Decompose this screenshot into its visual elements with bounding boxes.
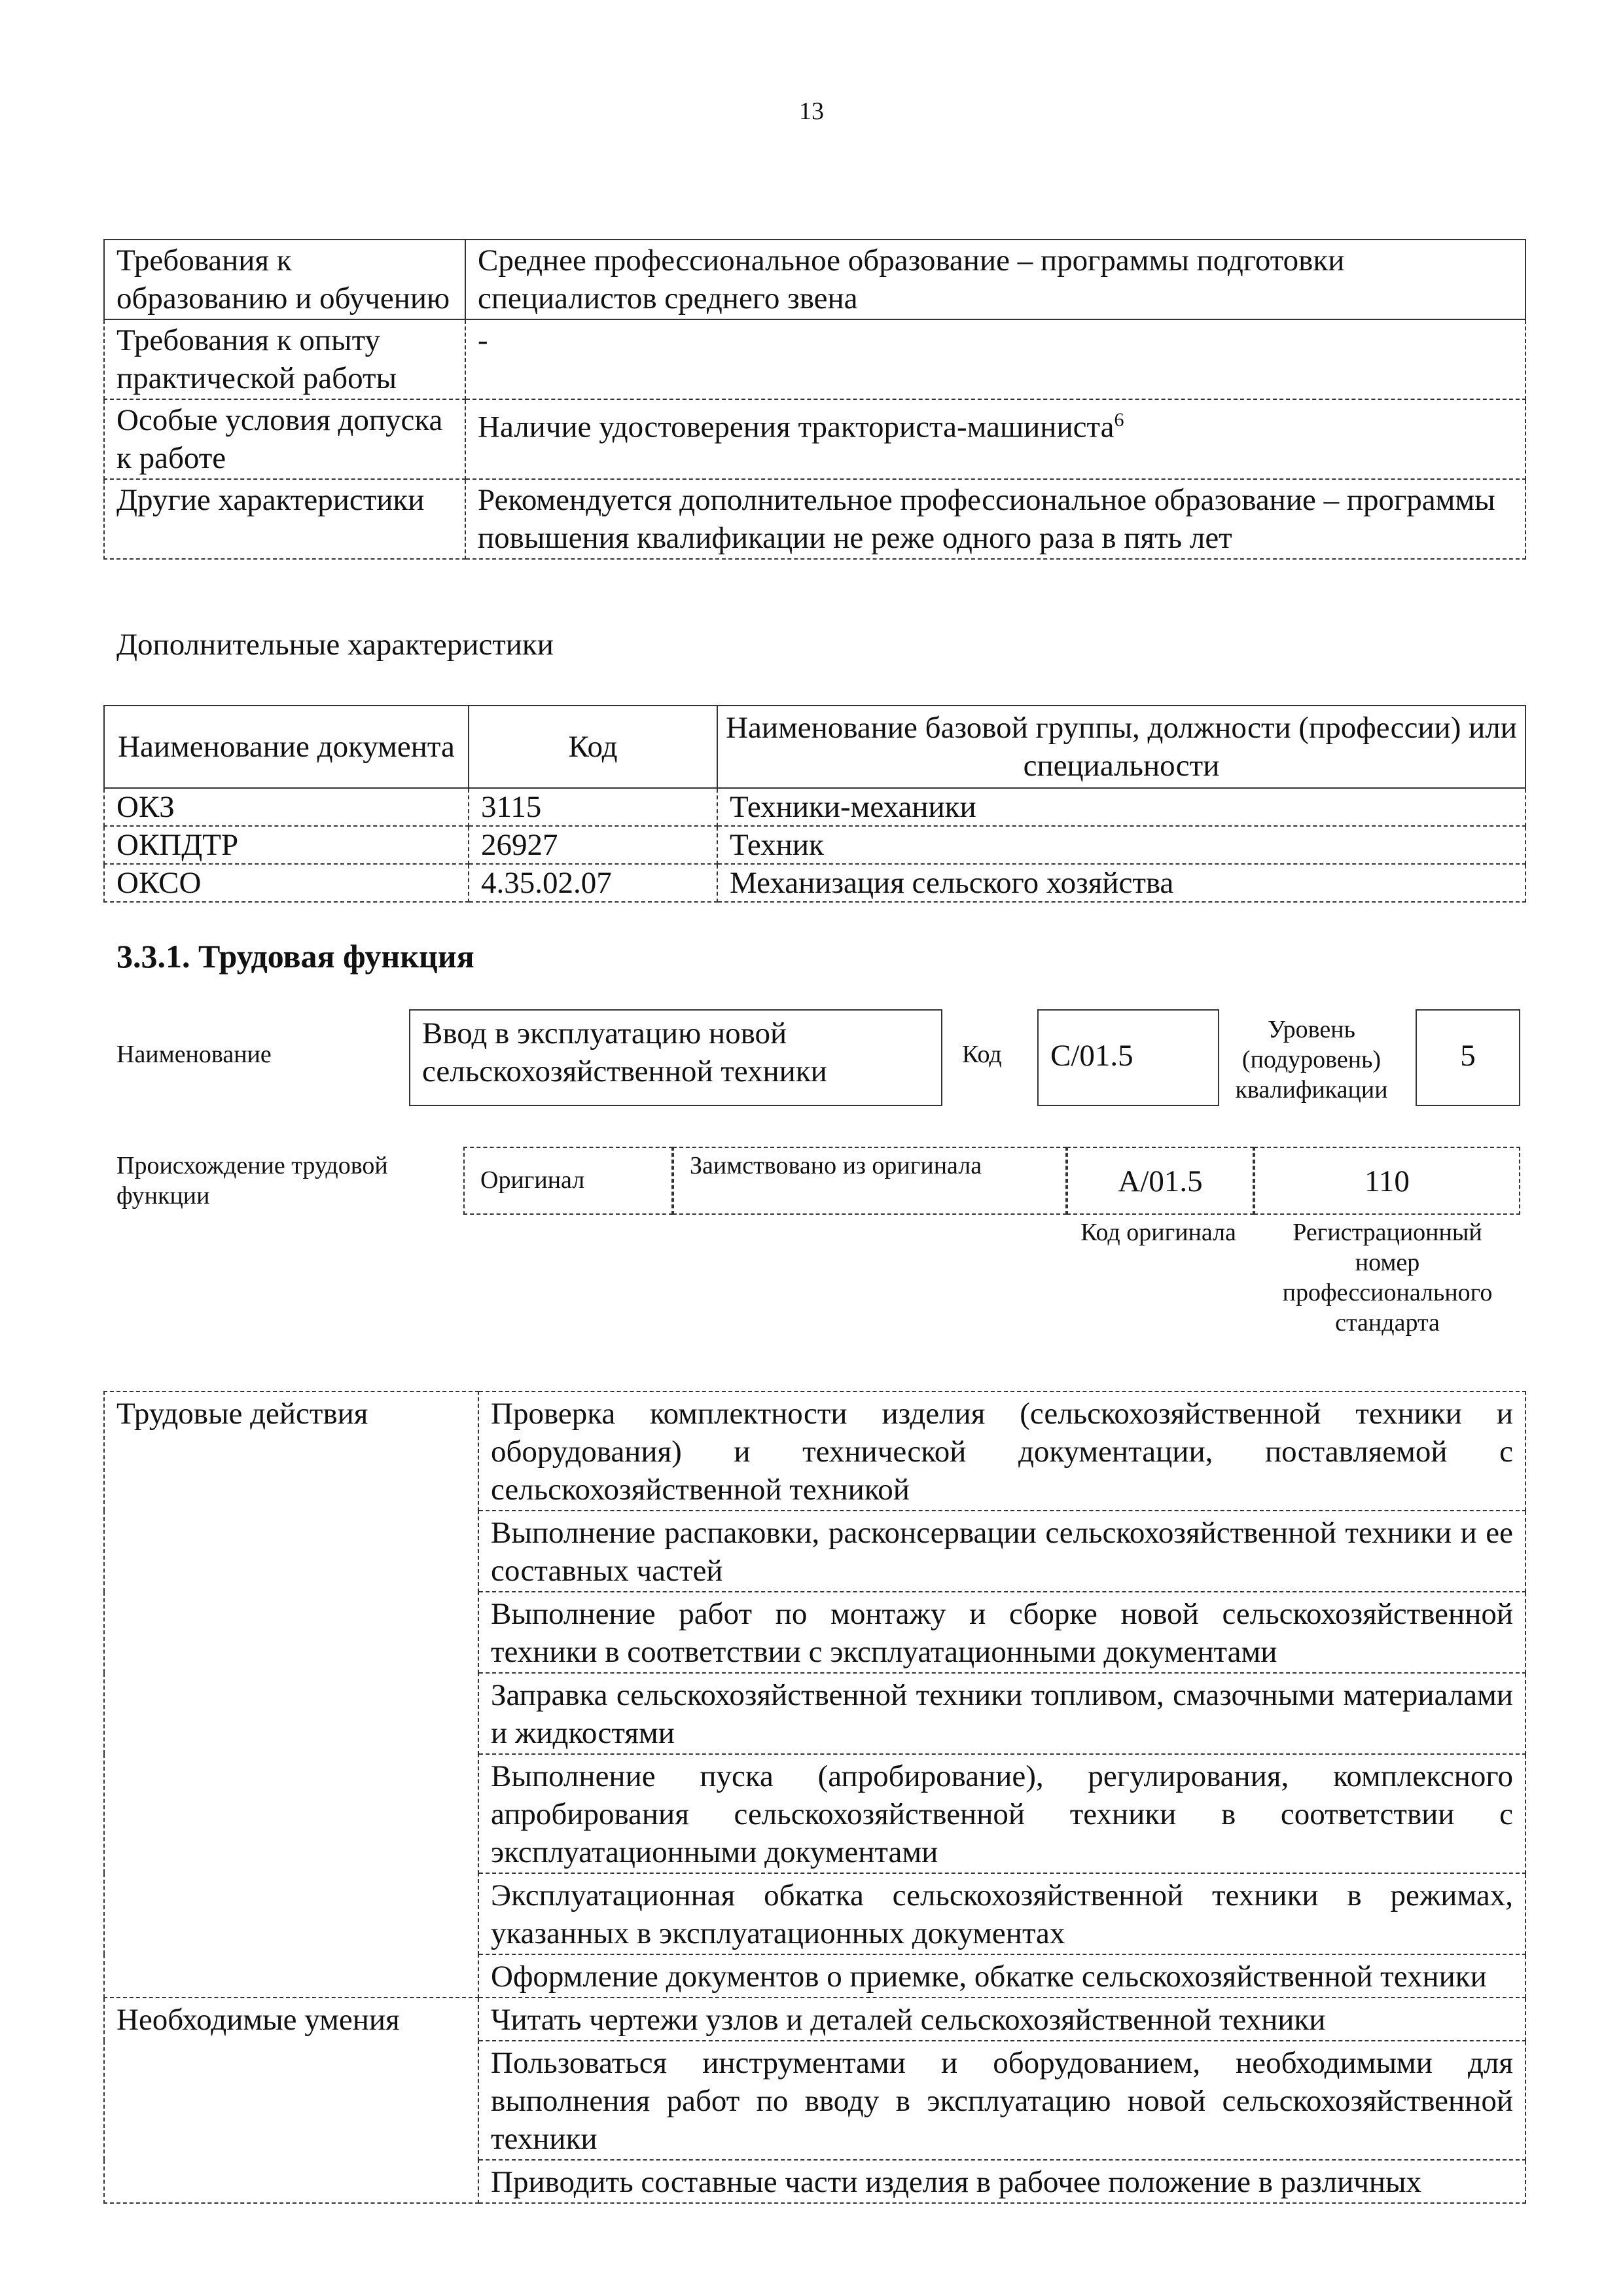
origin-borrowed-box: Заимствовано из оригинала xyxy=(673,1147,1067,1215)
origin-reg-caption: Регистрационный номер профессионального стандарта xyxy=(1282,1219,1493,1336)
table-cell: ОКПДТР xyxy=(104,826,469,864)
table-row xyxy=(104,479,1525,559)
table-row xyxy=(104,1391,1525,1511)
skill-item: Приводить составные части изделия в рабочее положение в различных xyxy=(478,2160,1525,2203)
requirement-label: Другие характеристики xyxy=(104,479,465,559)
action-item: Проверка комплектности изделия (сельскохозяйственной техники и оборудования) и технической документации, поставляемой с сельскохозяйственной техникой xyxy=(478,1391,1525,1511)
origin-original-box: Оригинал xyxy=(463,1147,673,1215)
requirement-value-text: Наличие удостоверения тракториста-машиниста xyxy=(478,410,1115,444)
table-cell: ОКСО xyxy=(104,864,469,902)
action-item: Выполнение распаковки, расконсервации сельскохозяйственной техники и ее составных частей xyxy=(478,1511,1525,1592)
code-label: Код xyxy=(962,1041,1002,1068)
table-cell: Техники-механики xyxy=(717,788,1525,826)
requirement-value xyxy=(465,399,1525,479)
table-row xyxy=(104,399,1525,479)
requirement-label: Особые условия допуска к работе xyxy=(104,399,465,479)
requirement-label: Требования к образованию и обучению xyxy=(104,240,465,319)
function-code-box: C/01.5 xyxy=(1037,1009,1219,1106)
requirement-label: Требования к опыту практической работы xyxy=(104,319,465,399)
table-row xyxy=(104,319,1525,399)
table-cell: 4.35.02.07 xyxy=(469,864,717,902)
action-item: Заправка сельскохозяйственной техники топливом, смазочными материалами и жидкостями xyxy=(478,1673,1525,1754)
additional-table xyxy=(103,705,1526,903)
table-row xyxy=(104,788,1525,826)
action-item: Эксплуатационная обкатка сельскохозяйственной техники в режимах, указанных в эксплуатационных документах xyxy=(478,1873,1525,1954)
action-item: Выполнение пуска (апробирование), регулирования, комплексного апробирования сельскохозяйственной техники в соответствии с эксплуатационными документами xyxy=(478,1754,1525,1873)
table-cell: 3115 xyxy=(469,788,717,826)
table-cell: Техник xyxy=(717,826,1525,864)
actions-table xyxy=(103,1391,1526,2204)
skills-label: Необходимые умения xyxy=(104,1998,478,2203)
table-row xyxy=(104,240,1525,319)
table-header-row xyxy=(104,706,1525,788)
origin-code-box: A/01.5 xyxy=(1067,1147,1254,1215)
name-label: Наименование xyxy=(116,1041,272,1068)
origin-reg-box: 110 xyxy=(1254,1147,1520,1215)
function-name-box: Ввод в эксплуатацию новой сельскохозяйственной техники xyxy=(409,1009,942,1106)
requirement-value: Рекомендуется дополнительное профессиональное образование – программы повышения квалификации не реже одного раза в пять лет xyxy=(465,479,1525,559)
requirement-value: Среднее профессиональное образование – программы подготовки специалистов среднего звена xyxy=(465,240,1525,319)
level-value-box: 5 xyxy=(1416,1009,1520,1106)
level-label: Уровень (подуровень) квалификации xyxy=(1235,1016,1388,1103)
requirements-table xyxy=(103,239,1526,560)
page-number: 13 xyxy=(799,98,824,125)
table-cell: 26927 xyxy=(469,826,717,864)
table-row xyxy=(104,1998,1525,2041)
table-row xyxy=(104,826,1525,864)
column-header: Наименование документа xyxy=(104,706,469,788)
column-header: Код xyxy=(469,706,717,788)
additional-caption: Дополнительные характеристики xyxy=(116,628,554,662)
table-row xyxy=(104,864,1525,902)
action-item: Выполнение работ по монтажу и сборке новой сельскохозяйственной техники в соответствии с эксплуатационными документами xyxy=(478,1592,1525,1673)
function-heading: 3.3.1. Трудовая функция xyxy=(116,938,474,975)
origin-label: Происхождение трудовой функции xyxy=(116,1152,388,1210)
column-header: Наименование базовой группы, должности (профессии) или специальности xyxy=(717,706,1525,788)
actions-label: Трудовые действия xyxy=(104,1391,478,1998)
origin-code-caption: Код оригинала xyxy=(1080,1219,1236,1246)
requirement-value: - xyxy=(465,319,1525,399)
skill-item: Пользоваться инструментами и оборудованием, необходимыми для выполнения работ по вводу в эксплуатацию новой сельскохозяйственной техники xyxy=(478,2041,1525,2160)
table-cell: ОКЗ xyxy=(104,788,469,826)
footnote-mark: 6 xyxy=(1114,409,1124,431)
table-cell: Механизация сельского хозяйства xyxy=(717,864,1525,902)
action-item: Оформление документов о приемке, обкатке сельскохозяйственной техники xyxy=(478,1954,1525,1998)
skill-item: Читать чертежи узлов и деталей сельскохозяйственной техники xyxy=(478,1998,1525,2041)
